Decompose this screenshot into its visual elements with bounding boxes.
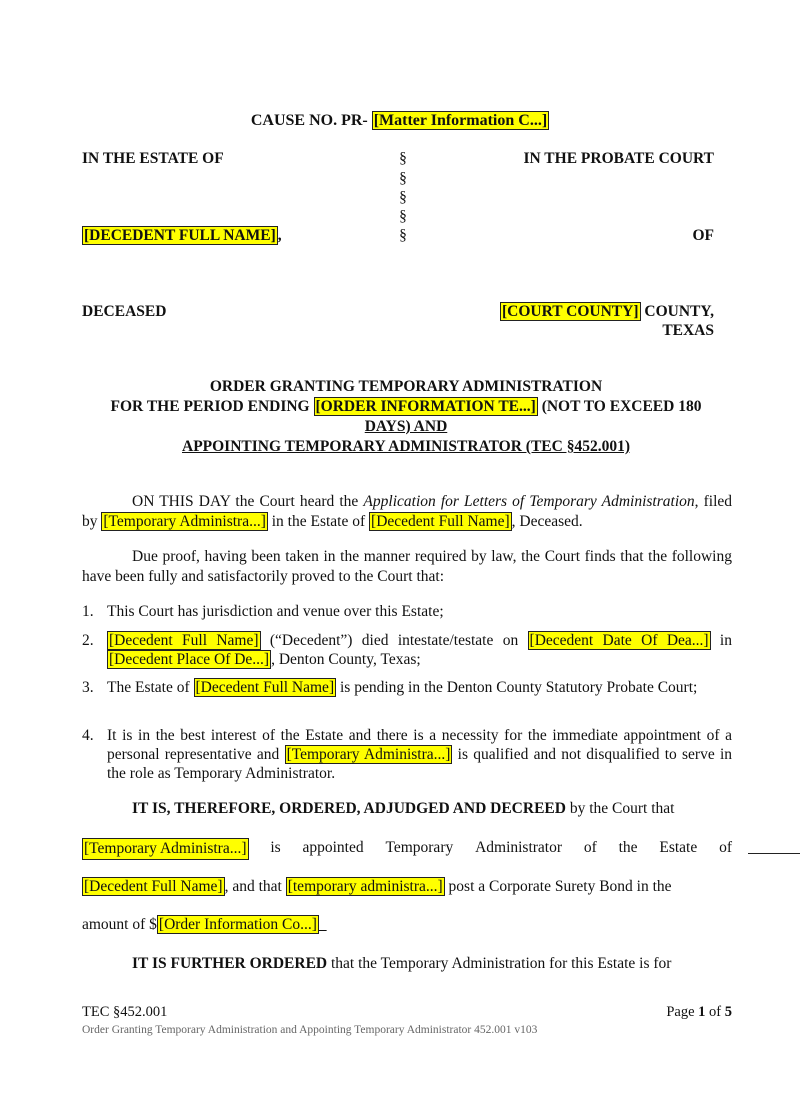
item-2-text-a: (“Decedent”) died intestate/testate on [260,632,528,649]
caption-of: OF [692,227,714,244]
finding-item-1 [82,602,732,621]
appointment-line-1 [82,838,732,860]
section-symbol: § [399,170,407,187]
title-line-3 [80,417,732,437]
footer [82,1004,732,1021]
item-3-text-a: The Estate of [107,679,194,696]
temp-admin-field[interactable]: [Temporary Administra...] [286,746,451,763]
item-4-text-a: It is in the best interest of the Estate and there is a necessity for the immediate appointment of a personal representative and [107,727,732,763]
decedent-name-field[interactable]: [Decedent Full Name] [109,632,259,649]
line-word: Temporary [385,839,454,856]
title-line-2 [80,397,732,417]
finding-item-3 [82,678,732,697]
title-line-4-text: APPOINTING TEMPORARY ADMINISTRATOR (TEC §452.001) [182,438,630,455]
item-text [107,678,732,697]
section-symbol: § [399,150,407,167]
footer-statute: TEC §452.001 [82,1004,168,1020]
further-ordered-rest: that the Temporary Administration for this Estate is for [327,955,672,972]
temp-admin-field[interactable]: [Temporary Administra...] [103,512,266,530]
item-text [107,726,732,783]
ordered-heading: IT IS, THEREFORE, ORDERED, ADJUDGED AND DECREED [132,800,566,817]
item-number: 3. [82,679,94,696]
court-county-field[interactable]: [COURT COUNTY] [501,303,639,320]
item-3-text-b: is pending in the Denton County Statutory Probate Court; [336,679,698,696]
appointment-line-2 [82,877,732,897]
p1-text-b: , [694,493,699,510]
item-2-text-c: , Denton County, Texas; [271,651,421,668]
item-2-text-b: in [710,632,732,649]
caption-county [500,303,714,321]
title-line-1: ORDER GRANTING TEMPORARY ADMINISTRATION [209,378,603,395]
decedent-suffix: , [277,227,282,244]
decedent-name-field[interactable]: [Decedent Full Name] [371,512,510,530]
line-word: Administrator [475,839,563,856]
page-number: 1 [698,1004,706,1020]
bond-amount-line [82,915,732,935]
page-of: of [705,1004,725,1020]
line-word: Estate [659,839,698,856]
line-word: of [719,839,732,856]
line-2-text-b: post a Corporate Surety Bond in the [444,878,672,895]
caption-estate-of: IN THE ESTATE OF [82,150,224,167]
item-number: 4. [82,727,94,744]
p1-text-d: in the Estate of [267,512,370,530]
item-text: This Court has jurisdiction and venue over this Estate; [107,603,444,620]
title-line-2-prefix: FOR THE PERIOD ENDING [110,398,310,415]
line-word: the [618,839,638,856]
item-text [107,631,732,669]
decedent-date-of-death-field[interactable]: [Decedent Date Of Dea...] [529,632,709,649]
p1-text-a: ON THIS DAY the Court heard the [132,493,364,510]
title-line-4 [80,437,732,457]
finding-item-2 [82,631,732,669]
cause-prefix: CAUSE NO. PR- [250,112,368,129]
line-word: is [270,839,281,856]
item-4-text-b: is qualified and not disqualified to serve in the role as Temporary Administrator. [107,746,732,782]
period-ending-field[interactable]: [ORDER INFORMATION TE...] [315,398,536,415]
title-line-2-suffix: (NOT TO EXCEED 180 [541,398,702,415]
caption-state: TEXAS [662,322,714,339]
paragraph-due-proof: Due proof, having been taken in the manner required by law, the Court finds that the following have been fully and satisfactorily proved to the Court that: [82,548,732,585]
paragraph-ordered [82,799,732,819]
paragraph-hearing [82,492,732,531]
section-symbol: § [399,227,407,244]
cause-number [0,112,800,130]
margin-rule [748,853,800,854]
item-number: 2. [82,632,94,649]
cause-number-field[interactable]: [Matter Information C...] [373,112,548,129]
county-suffix: COUNTY, [644,303,714,320]
ordered-rest: by the Court that [565,800,675,817]
caption-decedent [82,227,282,245]
line-word: of [583,839,597,856]
page-total: 5 [724,1004,732,1020]
finding-item-4 [82,726,732,783]
further-ordered-heading: IT IS FURTHER ORDERED [132,955,328,972]
decedent-place-of-death-field[interactable]: [Decedent Place Of De...] [109,651,270,668]
temp-admin-field[interactable]: [Temporary Administra...] [82,838,249,860]
decedent-name-field[interactable]: [DECEDENT FULL NAME] [84,227,276,244]
title-line-3-text: DAYS) AND [364,418,448,435]
decedent-name-field[interactable]: [Decedent Full Name] [195,679,335,696]
decedent-name-field[interactable]: [Decedent Full Name] [84,878,223,895]
application-title: Application for Letters of Temporary Administration [363,493,695,510]
section-symbol: § [399,208,407,225]
page-indicator [666,1004,732,1021]
bond-amount-label: amount of $ [82,916,157,933]
p1-text-e: , Deceased. [511,512,583,530]
line-2-text-a: , and that [224,878,286,895]
p1-text-c: filed by [82,493,733,530]
caption-probate-court: IN THE PROBATE COURT [523,150,714,167]
section-symbol: § [399,189,407,206]
caption-deceased: DECEASED [82,303,167,320]
footer-document-title: Order Granting Temporary Administration and Appointing Temporary Administrator 452.001 v103 [82,1024,538,1036]
line-word: appointed [302,839,364,856]
order-title [80,377,732,457]
bond-amount-field[interactable]: [Order Information Co...] [158,916,317,933]
blank-underline [319,916,327,933]
item-number: 1. [82,603,94,620]
page-prefix: Page [666,1004,699,1020]
paragraph-further-ordered [82,954,732,974]
temp-admin-bond-field[interactable]: [temporary administra...] [287,878,443,895]
